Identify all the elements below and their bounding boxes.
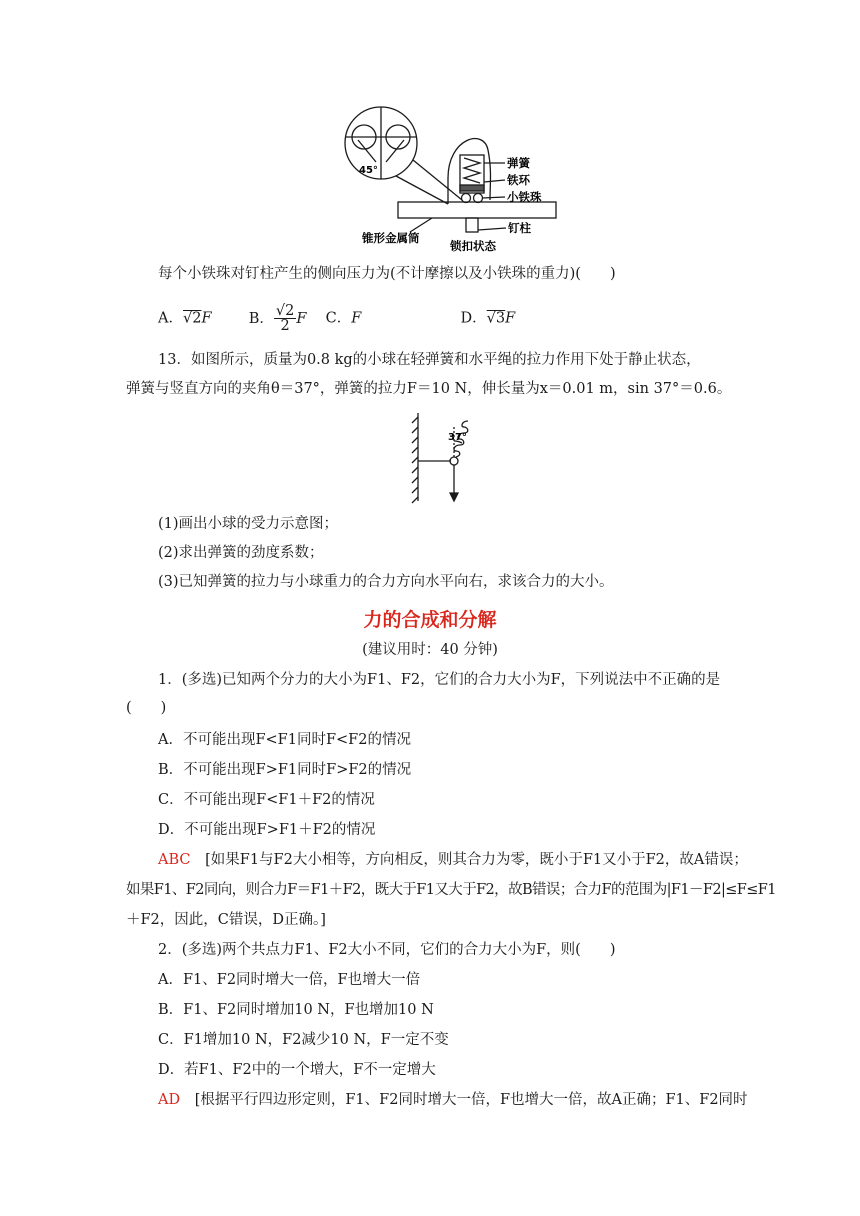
p1-explanation-2: 如果F1、F2同向，则合力F＝F1＋F2，既大于F1又大于F2，故B错误；合力F的范围为|F1－F2|≤F≤F1 xyxy=(126,882,776,898)
p2-answer: AD xyxy=(158,1092,181,1108)
p1-stem1: 1．(多选)已知两个分力的大小为F1、F2，它们的合力大小为F，下列说法中不正确的是 xyxy=(158,672,721,688)
p2-option-c: C．F1增加10 N，F2减少10 N，F一定不变 xyxy=(158,1032,449,1048)
p2-explanation-1 xyxy=(158,1090,748,1110)
q13-sub1: (1)画出小球的受力示意图； xyxy=(158,516,339,532)
label-small-iron-bead: 小铁珠 xyxy=(507,190,542,204)
q13-line1: 13．如图所示，质量为0.8 kg的小球在轻弹簧和水平绳的拉力作用下处于静止状态， xyxy=(158,352,701,368)
label-iron-ring: 铁环 xyxy=(507,173,530,187)
q12-stem: 每个小铁珠对钉柱产生的侧向压力为(不计摩擦以及小铁珠的重力)( ) xyxy=(158,266,616,282)
ball-spring-figure xyxy=(0,405,860,505)
section-title: 力的合成和分解 xyxy=(363,609,497,631)
p1-explanation-1 xyxy=(158,850,748,870)
p2-stem: 2．(多选)两个共点力F1、F2大小不同，它们的合力大小为F，则( ) xyxy=(158,942,616,958)
p1-answer: ABC xyxy=(158,852,191,868)
q12-option-b: B． $\frac{√2}{2}$ F xyxy=(248,303,307,334)
q13-sub3: (3)已知弹簧的拉力与小球重力的合力方向水平向右，求该合力的大小。 xyxy=(158,574,614,590)
p1-explanation-3: ＋F2，因此，C错误，D正确。] xyxy=(126,912,326,928)
q12-option-d: D．√3F xyxy=(460,310,516,327)
q12-option-a: A．√2F xyxy=(158,310,212,327)
angle-37-label: 37° xyxy=(448,432,467,443)
angle-45-label: 45° xyxy=(359,165,378,176)
p1-stem2: ( ) xyxy=(126,700,167,716)
q12-option-c: C．F xyxy=(325,310,362,327)
p1-explanation-1-text: [如果F1与F2大小相等，方向相反，则其合力为零，既小于F1又小于F2，故A错误； xyxy=(205,852,748,868)
q12-options xyxy=(158,304,515,333)
p1-option-c: C．不可能出现F<F1＋F2的情况 xyxy=(158,792,375,808)
lock-mechanism-figure xyxy=(0,0,860,260)
label-lock-state: 锁扣状态 xyxy=(450,239,496,253)
p2-option-a: A．F1、F2同时增大一倍，F也增大一倍 xyxy=(158,972,421,988)
p2-option-d: D．若F1、F2中的一个增大，F不一定增大 xyxy=(158,1062,436,1078)
p2-option-b: B．F1、F2同时增加10 N，F也增加10 N xyxy=(158,1002,434,1018)
section-time: (建议用时：40 分钟) xyxy=(362,642,498,658)
label-cone-tube: 锥形金属筒 xyxy=(362,231,420,245)
q13-sub2: (2)求出弹簧的劲度系数； xyxy=(158,545,324,561)
label-spring: 弹簧 xyxy=(507,156,530,170)
p1-option-a: A．不可能出现F<F1同时F<F2的情况 xyxy=(158,732,411,748)
p1-option-b: B．不可能出现F>F1同时F>F2的情况 xyxy=(158,762,412,778)
q13-line2: 弹簧与竖直方向的夹角θ＝37°，弹簧的拉力F＝10 N，伸长量为x＝0.01 m，sin 37°＝0.6。 xyxy=(126,381,732,397)
p1-option-d: D．不可能出现F>F1＋F2的情况 xyxy=(158,822,376,838)
label-nail-post: 钉柱 xyxy=(508,221,531,235)
p2-explanation-1-text: [根据平行四边形定则，F1、F2同时增大一倍，F也增大一倍，故A正确；F1、F2同时 xyxy=(194,1092,748,1108)
